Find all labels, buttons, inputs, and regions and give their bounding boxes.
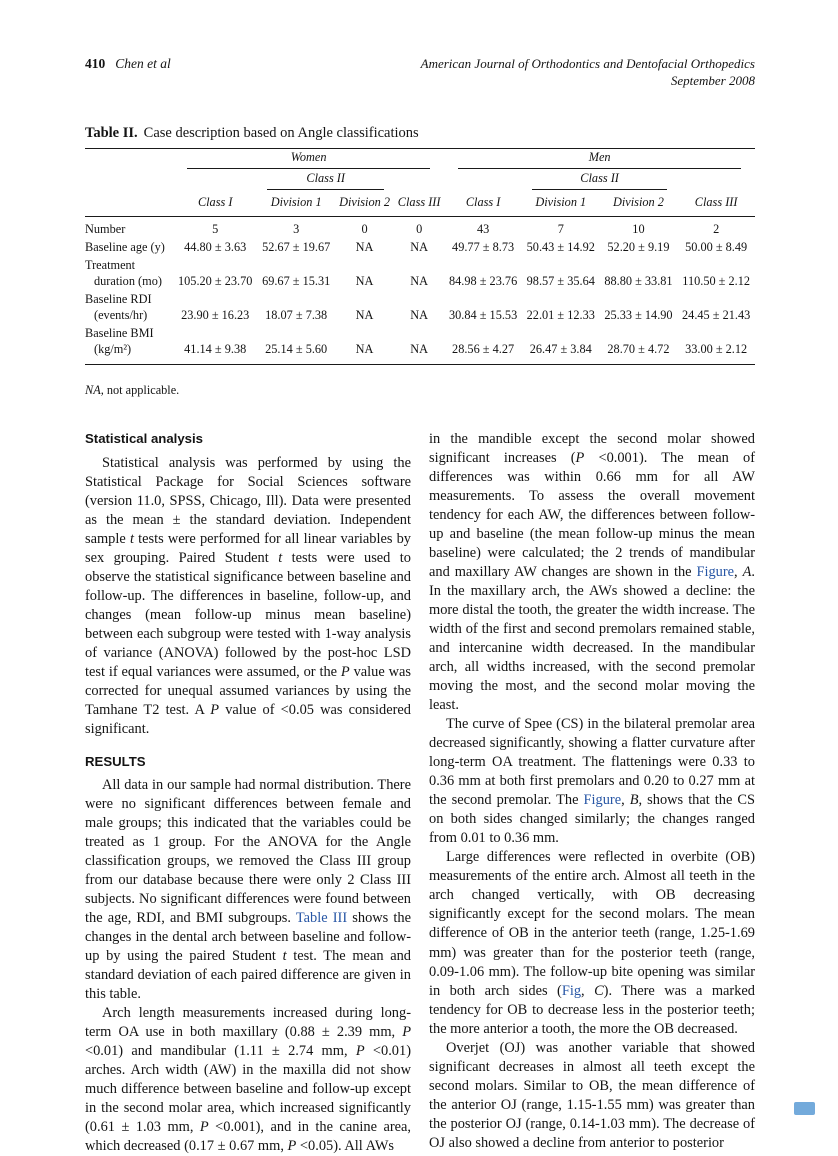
table-cell: 30.84 ± 15.53 [448,308,518,323]
table-cell: 98.57 ± 35.64 [526,274,595,289]
body-paragraph: Overjet (OJ) was another variable that showed significant decreases in almost all teeth except the second molars. Similar to OB, the mean difference of the anterior OJ (range, 1.15-1.55 mm) was greater than the posterior OJ (range, 0.14-1.03 mm). The decrease of OJ also showed a decline from anterior to posterior [429,1039,755,1151]
table-cell: 43 [476,222,490,237]
column-header: Class III [394,191,444,216]
group-header-men-cell [444,149,755,170]
empty-cell [444,170,522,191]
group-label-men: Men [588,150,611,165]
body-paragraph: in the mandible except the second molar showed significant increases (P <0.001). The mean of differences was within 0.66 mm for all AW measurements. To assess the overall movement tendency for each AW, the differences between follow-up and baseline (the mean follow-up minus the mean baseline) were calculated; the 2 trends of mandibular and maxillary AW changes are shown in the Figure, A. In the maxillary arch, the AWs showed a decline: the more distal the tooth, the greater the width increase. The width of the first and second premolars remained stable, and intercanine width decreased. In the mandibular arch, all widths increased, with the second premolar moving the most, and the second molar moving the least. [429,431,755,714]
right-column [429,430,755,1156]
table-cell: NA [410,342,429,357]
empty-cell [677,170,755,191]
figure-c-link[interactable]: Fig [561,982,582,999]
column-header-row [85,191,755,216]
classii-header-row [85,170,755,191]
group-header-women [187,150,430,169]
body-paragraph: All data in our sample had normal distribution. There were no significant differences between female and male groups; this indicated that the variables could be treated as 1 group. For the ANOVA for the Angle classification groups, we removed the Class III group from our database because there were only 2 Class III subjects. No significant differences were found between the age, RDI, and BMI subgroups. Table III shows the changes in the dental arch between baseline and follow-up by using the paired Student t test. The mean and standard deviation of each paired difference are given in this table. [85,777,411,1003]
table-cell: 50.00 ± 8.49 [685,240,748,255]
body-paragraph: Statistical analysis was performed by using the Statistical Package for Social Sciences software (version 11.0, SPSS, Chicago, Ill). Data were presented as the mean ± the standard deviation. Independent sample t tests were performed for all linear variables by sex grouping. Paired Student t tests were used to observe the statistical significance between baseline and follow-up. The differences in baseline, follow-up, and changes (mean follow-up minus mean baseline) between each subgroup were tested with 1-way analysis of variance (ANOVA) followed by the post-hoc LSD test if equal variances were assumed, or the P value was corrected for unequal assumed variances by using the Tamhane T2 test. A P value of <0.05 was considered significant. [85,454,412,737]
table-cell: 50.43 ± 14.92 [526,240,595,255]
table-footnote [85,383,755,398]
table-cell: 25.33 ± 14.90 [604,308,673,323]
table-cell: 110.50 ± 2.12 [682,274,751,289]
row-label: Baseline BMI (kg/m²) [85,326,154,357]
table-cell: 24.45 ± 21.43 [682,308,751,323]
table-cell: 2 [713,222,720,237]
angle-classification-table [85,148,755,365]
corner-mark [794,1102,815,1115]
stub-cell [85,191,173,216]
empty-cell [173,170,257,191]
body-paragraph: Large differences were reflected in overbite (OB) measurements of the entire arch. Almost all teeth in the arch changed vertically, with OB decreasing significantly except for the second molars. The mean difference of OB in the anterior teeth (range, 1.25-1.69 mm) was greater than for the posterior teeth (range, 0.09-1.06 mm). The follow-up bite opening was similar in both arch sides (Fig, C). There was a marked tendency for OB to decrease less in the posterior teeth; the more anterior a tooth, the more the OB decreased. [429,849,755,1037]
table-row-number [85,217,755,239]
classii-header-women-cell [257,170,394,191]
row-label: Number [85,222,126,237]
table-cell: NA [410,240,429,255]
figure-b-link[interactable]: Figure [583,792,622,809]
table-cell: NA [355,308,374,323]
running-authors: Chen et al [115,56,171,71]
table-cell: NA [355,240,374,255]
journal-name: American Journal of Orthodontics and Dentofacial Orthopedics [420,56,755,71]
table-cell: 23.90 ± 16.23 [181,308,250,323]
running-head-right [421,56,755,89]
table-cell: 26.47 ± 3.84 [529,342,592,357]
row-label: Baseline age (y) [85,240,165,255]
table-cell: 69.67 ± 15.31 [262,274,331,289]
body-columns [85,430,755,1156]
table-cell: 52.67 ± 19.67 [262,240,331,255]
row-label: Baseline RDI (events/hr) [85,292,152,323]
running-head [85,56,755,89]
table-caption-label: Table II. [85,125,138,142]
table-cell: NA [355,274,374,289]
table-cell: 10 [632,222,645,237]
table-cell: NA [410,274,429,289]
table-cell: 25.14 ± 5.60 [265,342,328,357]
table-cell: 88.80 ± 33.81 [604,274,673,289]
left-column [85,430,411,1156]
table-cell: 44.80 ± 3.63 [184,240,247,255]
table-cell: 49.77 ± 8.73 [452,240,515,255]
running-head-left [85,56,171,72]
group-header-classii-men [532,171,667,190]
table-cell: 84.98 ± 23.76 [448,274,518,289]
row-label: Treatment duration (mo) [85,258,162,289]
issue-date: September 2008 [670,72,755,88]
table-cell: 52.20 ± 9.19 [607,240,670,255]
footnote-text: not applicable. [103,383,180,398]
table-cell: 0 [416,222,423,237]
section-heading-statistical-analysis: Statistical analysis [85,431,204,447]
column-header: Division 2 [335,191,394,216]
table-cell: 41.14 ± 9.38 [184,342,247,357]
body-paragraph: The curve of Spee (CS) in the bilateral premolar area decreased significantly, showing a flatter curvature after long-term OA treatment. The flattenings were 0.33 to 0.36 mm at both first premolars and 0.20 to 0.27 mm at the second premolar. The Figure, B, shows that the CS on both sides changed similarly; the changes ranged from 0.01 to 0.36 mm. [429,716,756,847]
group-label-classii: Class II [580,171,619,186]
table-caption-text: Case description based on Angle classifications [143,125,419,142]
column-header: Division 1 [257,191,335,216]
table-row-baseline-bmi [85,325,755,364]
table-cell: 18.07 ± 7.38 [265,308,328,323]
table-iii-link[interactable]: Table III [295,910,348,927]
group-header-classii-women [267,171,384,190]
group-label-women: Women [290,150,327,165]
page-number: 410 [85,56,106,71]
column-header: Class I [173,191,257,216]
table-row-treatment-duration [85,257,755,291]
table-cell: 0 [361,222,368,237]
table-caption [85,125,755,142]
group-header-women-cell [173,149,444,170]
table-cell: 105.20 ± 23.70 [178,274,253,289]
figure-a-link[interactable]: Figure [696,564,735,581]
table-cell: 33.00 ± 2.12 [685,342,748,357]
table-cell: 3 [293,222,300,237]
table-row-baseline-age [85,239,755,257]
footnote-abbreviation: NA, [85,383,104,398]
table-cell: 28.70 ± 4.72 [607,342,670,357]
empty-cell [394,170,444,191]
column-header: Division 2 [600,191,678,216]
group-header-row [85,149,755,170]
stub-cell [85,149,173,170]
body-paragraph: Arch length measurements increased during long-term OA use in both maxillary (0.88 ± 2.39 mm, P <0.01) and mandibular (1.11 ± 2.74 mm, P <0.01) arches. Arch width (AW) in the maxilla did not show much difference between baseline and follow-up except in the second molar area, which increased significantly (0.61 ± 1.03 mm, P <0.001), and in the canine area, which decreased (0.17 ± 0.67 mm, P <0.05). All AWs [85,1005,411,1155]
table-cell: 7 [557,222,564,237]
table-row-baseline-rdi [85,291,755,325]
group-header-men [458,150,741,169]
table-cell: NA [410,308,429,323]
table-cell: NA [355,342,374,357]
table-cell: 5 [212,222,219,237]
stub-cell [85,170,173,191]
table-cell: 22.01 ± 12.33 [526,308,595,323]
column-header: Class I [444,191,522,216]
section-heading-results: RESULTS [85,753,146,769]
classii-header-men-cell [522,170,677,191]
column-header: Division 1 [522,191,600,216]
column-header: Class III [677,191,755,216]
group-label-classii: Class II [306,171,345,186]
table-cell: 28.56 ± 4.27 [452,342,515,357]
